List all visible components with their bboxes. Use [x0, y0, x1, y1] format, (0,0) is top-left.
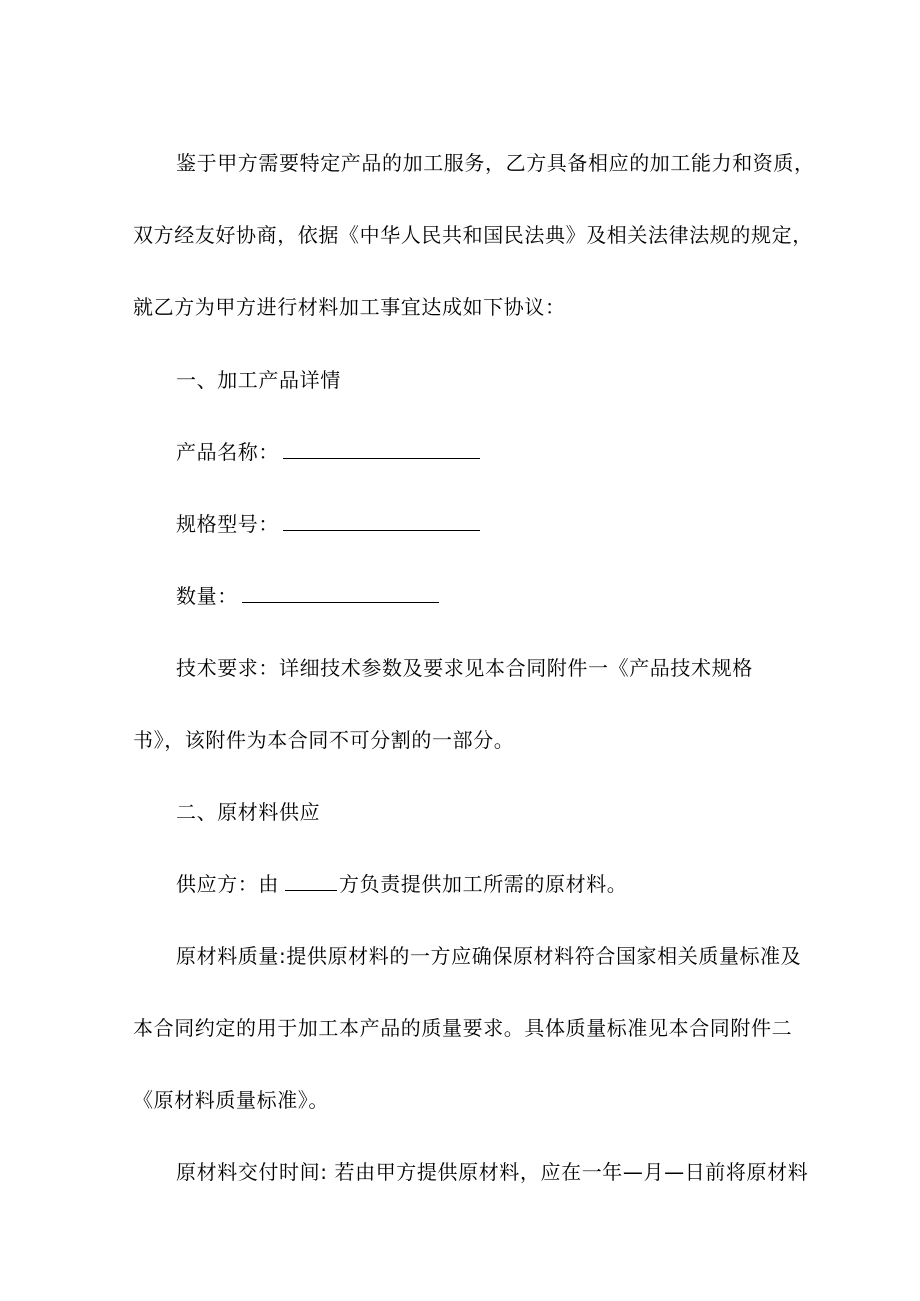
- quality-line-2: 本合同约定的用于加工本产品的质量要求。具体质量标准见本合同附件二: [133, 1016, 793, 1040]
- spec-label: 规格型号：: [176, 512, 279, 536]
- intro-line-3: 就乙方为甲方进行材料加工事宜达成如下协议：: [133, 295, 566, 319]
- intro-line-1: 鉴于甲方需要特定产品的加工服务，乙方具备相应的加工能力和资质，: [176, 151, 815, 175]
- supplier-blank: [285, 870, 337, 891]
- spec-blank: [283, 510, 480, 531]
- quantity-blank: [242, 582, 439, 603]
- supplier-suffix: 方负责提供加工所需的原材料。: [339, 872, 628, 896]
- tech-req-line-2: 书》，该附件为本合同不可分割的一部分。: [133, 728, 515, 752]
- tech-req-line-1: 技术要求：详细技术参数及要求见本合同附件一《产品技术规格: [176, 656, 753, 680]
- section-1-heading: 一、加工产品详情: [176, 368, 341, 392]
- spec-row: [176, 510, 480, 538]
- supplier-row: [176, 870, 627, 898]
- quantity-row: [176, 582, 439, 610]
- quality-line-1: 原材料质量:提供原材料的一方应确保原材料符合国家相关质量标准及: [176, 944, 802, 968]
- intro-line-2: 双方经友好协商，依据《中华人民共和国民法典》及相关法律法规的规定，: [133, 223, 813, 247]
- quality-line-3: 《原材料质量标准》。: [133, 1088, 329, 1112]
- product-name-label: 产品名称：: [176, 440, 279, 464]
- supplier-prefix: 供应方：由: [176, 872, 279, 896]
- delivery-line-1: 原材料交付时间: 若由甲方提供原材料，应在一年—月—日前将原材料: [176, 1160, 809, 1184]
- product-name-row: [176, 438, 480, 466]
- quantity-label: 数量：: [176, 584, 238, 608]
- product-name-blank: [283, 438, 480, 459]
- section-2-heading: 二、原材料供应: [176, 800, 321, 824]
